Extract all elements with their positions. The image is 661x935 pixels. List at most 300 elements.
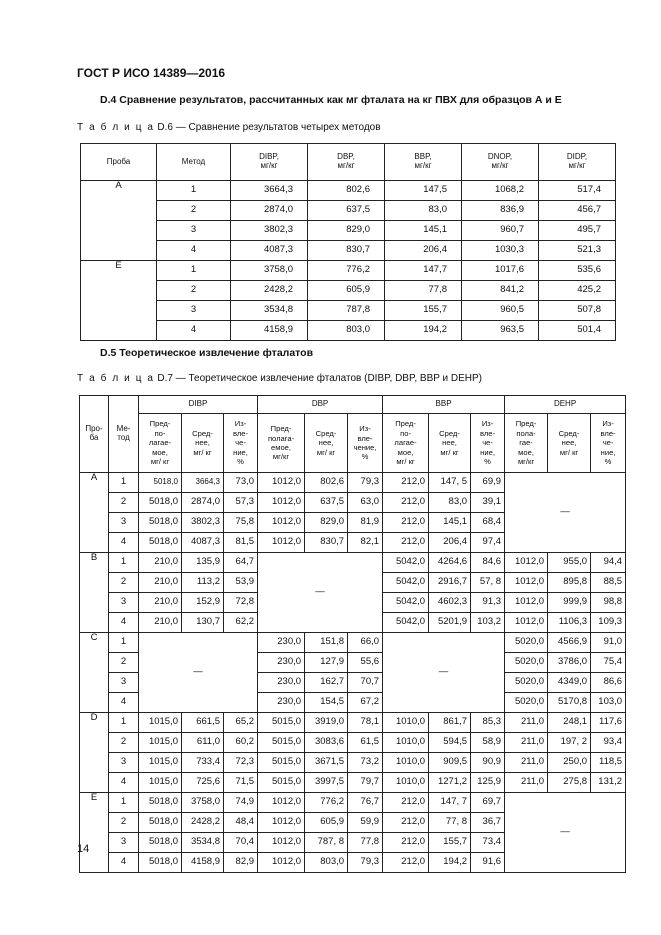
- table-row: [81, 201, 616, 221]
- table-d6-column-header: DBP, мг/кг: [308, 144, 385, 181]
- value-cell: 2874,0: [182, 493, 224, 513]
- table-row: [80, 753, 626, 773]
- value-cell: 1012,0: [258, 493, 305, 513]
- sample-column-header: Про- ба: [80, 396, 109, 473]
- sample-name-cell: В: [80, 553, 109, 633]
- value-cell: 1012,0: [258, 853, 305, 873]
- value-cell: 75,4: [591, 653, 626, 673]
- value-cell: 637,5: [305, 493, 348, 513]
- value-cell: 109,3: [591, 613, 626, 633]
- value-cell: 611,0: [182, 733, 224, 753]
- value-cell: 61,5: [348, 733, 383, 753]
- value-cell: 77, 8: [429, 813, 471, 833]
- value-cell: 250,0: [548, 753, 591, 773]
- page-number: 14: [77, 843, 90, 855]
- method-cell: 4: [157, 321, 231, 341]
- subcolumn-header: Пред- полага- емое, мг/кг: [258, 414, 305, 473]
- value-cell: 76,7: [348, 793, 383, 813]
- value-cell: 79,3: [348, 473, 383, 493]
- value-cell: 210,0: [139, 573, 182, 593]
- table-row: [81, 241, 616, 261]
- not-applicable-dash: —: [505, 793, 626, 873]
- value-cell: 3534,8: [231, 301, 308, 321]
- value-cell: 60,2: [224, 733, 258, 753]
- method-cell: 4: [109, 613, 139, 633]
- value-cell: 4158,9: [231, 321, 308, 341]
- table-row: [81, 261, 616, 281]
- value-cell: 127,9: [305, 653, 348, 673]
- value-cell: 803,0: [308, 321, 385, 341]
- method-cell: 1: [157, 181, 231, 201]
- value-cell: 206,4: [429, 533, 471, 553]
- value-cell: 97,4: [471, 533, 505, 553]
- value-cell: 152,9: [182, 593, 224, 613]
- table-d6-column-header: Метод: [157, 144, 231, 181]
- value-cell: 535,6: [539, 261, 616, 281]
- value-cell: 230,0: [258, 673, 305, 693]
- value-cell: 211,0: [505, 753, 548, 773]
- value-cell: 5018,0: [139, 813, 182, 833]
- value-cell: 145,1: [429, 513, 471, 533]
- method-cell: 3: [157, 301, 231, 321]
- value-cell: 776,2: [308, 261, 385, 281]
- value-cell: 125,9: [471, 773, 505, 793]
- value-cell: 39,1: [471, 493, 505, 513]
- value-cell: 5018,0: [139, 853, 182, 873]
- value-cell: 81,5: [224, 533, 258, 553]
- value-cell: 212,0: [383, 833, 429, 853]
- value-cell: 802,6: [305, 473, 348, 493]
- method-cell: 3: [109, 673, 139, 693]
- value-cell: 211,0: [505, 713, 548, 733]
- value-cell: 230,0: [258, 693, 305, 713]
- method-cell: 2: [109, 573, 139, 593]
- value-cell: 3664,3: [182, 473, 224, 493]
- value-cell: 65,2: [224, 713, 258, 733]
- value-cell: 212,0: [383, 473, 429, 493]
- value-cell: 197, 2: [548, 733, 591, 753]
- value-cell: 55,6: [348, 653, 383, 673]
- value-cell: 67,2: [348, 693, 383, 713]
- value-cell: 1012,0: [258, 533, 305, 553]
- table-d6-title: D.6 — Сравнение результатов четырех методов: [154, 122, 381, 133]
- value-cell: 147,7: [385, 261, 462, 281]
- value-cell: 2428,2: [182, 813, 224, 833]
- value-cell: 1012,0: [505, 593, 548, 613]
- subcolumn-header: Из- вле- че- ние, %: [591, 414, 626, 473]
- value-cell: 212,0: [383, 853, 429, 873]
- not-applicable-dash: —: [139, 633, 258, 713]
- value-cell: 5015,0: [258, 773, 305, 793]
- table-row: [80, 553, 626, 573]
- sample-name-cell: А: [81, 181, 157, 261]
- method-cell: 4: [157, 241, 231, 261]
- value-cell: 57, 8: [471, 573, 505, 593]
- value-cell: 3534,8: [182, 833, 224, 853]
- sample-name-cell: D: [80, 713, 109, 793]
- value-cell: 98,8: [591, 593, 626, 613]
- value-cell: 74,9: [224, 793, 258, 813]
- method-cell: 3: [109, 833, 139, 853]
- table-d6-column-header: Проба: [81, 144, 157, 181]
- value-cell: 3919,0: [305, 713, 348, 733]
- value-cell: 5020,0: [505, 653, 548, 673]
- value-cell: 83,0: [429, 493, 471, 513]
- method-column-header: Ме- тод: [109, 396, 139, 473]
- value-cell: 5018,0: [139, 793, 182, 813]
- method-cell: 2: [157, 281, 231, 301]
- phthalate-group-header: DBP: [258, 396, 383, 414]
- value-cell: 895,8: [548, 573, 591, 593]
- value-cell: 77,8: [348, 833, 383, 853]
- value-cell: 64,7: [224, 553, 258, 573]
- phthalate-group-header: BBP: [383, 396, 505, 414]
- table-row: [80, 713, 626, 733]
- value-cell: 960,5: [462, 301, 539, 321]
- method-cell: 4: [109, 853, 139, 873]
- subcolumn-header: Сред- нее, мг/ кг: [548, 414, 591, 473]
- value-cell: 82,1: [348, 533, 383, 553]
- value-cell: 212,0: [383, 533, 429, 553]
- value-cell: 495,7: [539, 221, 616, 241]
- value-cell: 1012,0: [505, 573, 548, 593]
- method-cell: 3: [109, 593, 139, 613]
- value-cell: 836,9: [462, 201, 539, 221]
- method-cell: 2: [109, 813, 139, 833]
- table-d6-caption: [77, 122, 381, 133]
- value-cell: 5020,0: [505, 633, 548, 653]
- value-cell: 1010,0: [383, 733, 429, 753]
- value-cell: 1012,0: [258, 473, 305, 493]
- value-cell: 212,0: [383, 813, 429, 833]
- value-cell: 94,4: [591, 553, 626, 573]
- section-d5-heading: D.5 Теоретическое извлечение фталатов: [100, 347, 314, 359]
- value-cell: 91,6: [471, 853, 505, 873]
- value-cell: 212,0: [383, 793, 429, 813]
- value-cell: 2428,2: [231, 281, 308, 301]
- value-cell: 841,2: [462, 281, 539, 301]
- sample-name-cell: С: [80, 633, 109, 713]
- value-cell: 70,4: [224, 833, 258, 853]
- value-cell: 725,6: [182, 773, 224, 793]
- table-d6-column-header: DIDP, мг/кг: [539, 144, 616, 181]
- value-cell: 661,5: [182, 713, 224, 733]
- subcolumn-header: Из- вле- че- ние, %: [471, 414, 505, 473]
- value-cell: 63,0: [348, 493, 383, 513]
- table-d6-column-header: DIBP, мг/кг: [231, 144, 308, 181]
- value-cell: 145,1: [385, 221, 462, 241]
- table-row: [81, 221, 616, 241]
- value-cell: 787,8: [308, 301, 385, 321]
- value-cell: 91,0: [591, 633, 626, 653]
- value-cell: 210,0: [139, 593, 182, 613]
- value-cell: 5018,0: [139, 533, 182, 553]
- value-cell: 1106,3: [548, 613, 591, 633]
- value-cell: 3997,5: [305, 773, 348, 793]
- table-d6-header-row: [81, 144, 616, 181]
- value-cell: 803,0: [305, 853, 348, 873]
- method-cell: 4: [109, 693, 139, 713]
- method-cell: 4: [109, 533, 139, 553]
- method-cell: 1: [109, 473, 139, 493]
- value-cell: 733,4: [182, 753, 224, 773]
- value-cell: 59,9: [348, 813, 383, 833]
- value-cell: 78,1: [348, 713, 383, 733]
- section-d4-heading: D.4 Сравнение результатов, рассчитанных как мг фталата на кг ПВХ для образцов А и Е: [100, 94, 562, 106]
- value-cell: 72,3: [224, 753, 258, 773]
- value-cell: 62,2: [224, 613, 258, 633]
- value-cell: 53,9: [224, 573, 258, 593]
- value-cell: 5042,0: [383, 553, 429, 573]
- phthalate-group-header: DIBP: [139, 396, 258, 414]
- value-cell: 57,3: [224, 493, 258, 513]
- method-cell: 1: [109, 793, 139, 813]
- value-cell: 93,4: [591, 733, 626, 753]
- value-cell: 1015,0: [139, 773, 182, 793]
- value-cell: 210,0: [139, 613, 182, 633]
- value-cell: 521,3: [539, 241, 616, 261]
- value-cell: 212,0: [383, 493, 429, 513]
- value-cell: 79,3: [348, 853, 383, 873]
- method-cell: 2: [109, 653, 139, 673]
- value-cell: 517,4: [539, 181, 616, 201]
- sample-name-cell: А: [80, 473, 109, 553]
- value-cell: 77,8: [385, 281, 462, 301]
- value-cell: 4087,3: [182, 533, 224, 553]
- value-cell: 113,2: [182, 573, 224, 593]
- value-cell: 68,4: [471, 513, 505, 533]
- value-cell: 1010,0: [383, 753, 429, 773]
- subcolumn-header: Из- вле- чение, %: [348, 414, 383, 473]
- subcolumn-header: Из- вле- че- ние, %: [224, 414, 258, 473]
- subcolumn-header: Пред- пола- гае- мое, мг/кг: [505, 414, 548, 473]
- value-cell: 829,0: [308, 221, 385, 241]
- value-cell: 130,7: [182, 613, 224, 633]
- method-cell: 4: [109, 773, 139, 793]
- value-cell: 69,7: [471, 793, 505, 813]
- value-cell: 637,5: [308, 201, 385, 221]
- value-cell: 2916,7: [429, 573, 471, 593]
- sample-name-cell: Е: [81, 261, 157, 341]
- value-cell: 70,7: [348, 673, 383, 693]
- value-cell: 103,2: [471, 613, 505, 633]
- value-cell: 248,1: [548, 713, 591, 733]
- value-cell: 1010,0: [383, 773, 429, 793]
- value-cell: 91,3: [471, 593, 505, 613]
- value-cell: 88,5: [591, 573, 626, 593]
- not-applicable-dash: —: [505, 473, 626, 553]
- value-cell: 36,7: [471, 813, 505, 833]
- value-cell: 230,0: [258, 653, 305, 673]
- value-cell: 131,2: [591, 773, 626, 793]
- value-cell: 3671,5: [305, 753, 348, 773]
- value-cell: 69,9: [471, 473, 505, 493]
- subcolumn-header: Сред- нее, мг/ кг: [182, 414, 224, 473]
- table-row: [80, 733, 626, 753]
- value-cell: 1015,0: [139, 753, 182, 773]
- value-cell: 4349,0: [548, 673, 591, 693]
- value-cell: 802,6: [308, 181, 385, 201]
- value-cell: 194,2: [429, 853, 471, 873]
- subcolumn-header: Сред- нее, мг/ кг: [429, 414, 471, 473]
- value-cell: 829,0: [305, 513, 348, 533]
- value-cell: 776,2: [305, 793, 348, 813]
- value-cell: 5170,8: [548, 693, 591, 713]
- value-cell: 955,0: [548, 553, 591, 573]
- value-cell: 507,8: [539, 301, 616, 321]
- value-cell: 5042,0: [383, 573, 429, 593]
- value-cell: 3802,3: [182, 513, 224, 533]
- value-cell: 73,2: [348, 753, 383, 773]
- value-cell: 1012,0: [505, 613, 548, 633]
- subcolumn-header: Пред- по- лагае- мое, мг/ кг: [139, 414, 182, 473]
- value-cell: 5018,0: [139, 833, 182, 853]
- value-cell: 5042,0: [383, 613, 429, 633]
- value-cell: 155,7: [429, 833, 471, 853]
- value-cell: 1068,2: [462, 181, 539, 201]
- value-cell: 5201,9: [429, 613, 471, 633]
- value-cell: 58,9: [471, 733, 505, 753]
- value-cell: 81,9: [348, 513, 383, 533]
- table-d6-column-header: BBP, мг/кг: [385, 144, 462, 181]
- value-cell: 1030,3: [462, 241, 539, 261]
- table-d6: [80, 143, 616, 341]
- method-cell: 2: [157, 201, 231, 221]
- value-cell: 4566,9: [548, 633, 591, 653]
- value-cell: 787, 8: [305, 833, 348, 853]
- table-d7-group-header-row: [80, 396, 626, 414]
- value-cell: 135,9: [182, 553, 224, 573]
- value-cell: 147, 7: [429, 793, 471, 813]
- value-cell: 147, 5: [429, 473, 471, 493]
- value-cell: 230,0: [258, 633, 305, 653]
- value-cell: 3802,3: [231, 221, 308, 241]
- table-row: [81, 301, 616, 321]
- value-cell: 83,0: [385, 201, 462, 221]
- table-d6-column-header: DNOP, мг/кг: [462, 144, 539, 181]
- table-row: [81, 181, 616, 201]
- value-cell: 4087,3: [231, 241, 308, 261]
- table-row: [80, 473, 626, 493]
- value-cell: 103,0: [591, 693, 626, 713]
- value-cell: 425,2: [539, 281, 616, 301]
- value-cell: 4158,9: [182, 853, 224, 873]
- value-cell: 3758,0: [182, 793, 224, 813]
- value-cell: 456,7: [539, 201, 616, 221]
- value-cell: 5042,0: [383, 593, 429, 613]
- value-cell: 5018,0: [139, 493, 182, 513]
- value-cell: 155,7: [385, 301, 462, 321]
- value-cell: 861,7: [429, 713, 471, 733]
- value-cell: 82,9: [224, 853, 258, 873]
- value-cell: 2874,0: [231, 201, 308, 221]
- value-cell: 5018,0: [139, 513, 182, 533]
- value-cell: 1017,6: [462, 261, 539, 281]
- value-cell: 1012,0: [258, 513, 305, 533]
- method-cell: 1: [109, 553, 139, 573]
- method-cell: 3: [109, 753, 139, 773]
- method-cell: 3: [109, 513, 139, 533]
- value-cell: 162,7: [305, 673, 348, 693]
- value-cell: 147,5: [385, 181, 462, 201]
- value-cell: 1010,0: [383, 713, 429, 733]
- value-cell: 79,7: [348, 773, 383, 793]
- value-cell: 1012,0: [258, 793, 305, 813]
- value-cell: 90,9: [471, 753, 505, 773]
- value-cell: 275,8: [548, 773, 591, 793]
- table-d7-subheader-row: [80, 414, 626, 473]
- value-cell: 154,5: [305, 693, 348, 713]
- value-cell: 999,9: [548, 593, 591, 613]
- not-applicable-dash: —: [383, 633, 505, 713]
- value-cell: 117,6: [591, 713, 626, 733]
- value-cell: 1015,0: [139, 733, 182, 753]
- value-cell: 1271,2: [429, 773, 471, 793]
- table-row: [81, 321, 616, 341]
- value-cell: 4264,6: [429, 553, 471, 573]
- value-cell: 3758,0: [231, 261, 308, 281]
- value-cell: 1012,0: [258, 833, 305, 853]
- phthalate-group-header: DEHP: [505, 396, 626, 414]
- value-cell: 71,5: [224, 773, 258, 793]
- value-cell: 210,0: [139, 553, 182, 573]
- value-cell: 211,0: [505, 733, 548, 753]
- value-cell: 84,6: [471, 553, 505, 573]
- value-cell: 206,4: [385, 241, 462, 261]
- table-row: [80, 633, 626, 653]
- value-cell: 66,0: [348, 633, 383, 653]
- value-cell: 960,7: [462, 221, 539, 241]
- value-cell: 73,4: [471, 833, 505, 853]
- value-cell: 72,8: [224, 593, 258, 613]
- value-cell: 5015,0: [258, 733, 305, 753]
- method-cell: 2: [109, 733, 139, 753]
- table-row: [81, 281, 616, 301]
- value-cell: 3786,0: [548, 653, 591, 673]
- table-d7-title: D.7 — Теоретическое извлечение фталатов (DIBP, DBP, BBP и DEHP): [154, 373, 482, 384]
- value-cell: 605,9: [305, 813, 348, 833]
- method-cell: 1: [109, 713, 139, 733]
- value-cell: 594,5: [429, 733, 471, 753]
- value-cell: 1012,0: [258, 813, 305, 833]
- value-cell: 86,6: [591, 673, 626, 693]
- subcolumn-header: Сред- нее, мг/ кг: [305, 414, 348, 473]
- value-cell: 605,9: [308, 281, 385, 301]
- table-d6-label: Т а б л и ц а: [77, 122, 155, 133]
- method-cell: 1: [157, 261, 231, 281]
- table-row: [80, 773, 626, 793]
- table-d7-label: Т а б л и ц а: [77, 373, 155, 384]
- value-cell: 501,4: [539, 321, 616, 341]
- method-cell: 3: [157, 221, 231, 241]
- not-applicable-dash: —: [258, 553, 383, 633]
- subcolumn-header: Пред- по- лагае- мое, мг/ кг: [383, 414, 429, 473]
- value-cell: 5020,0: [505, 673, 548, 693]
- value-cell: 48,4: [224, 813, 258, 833]
- method-cell: 1: [109, 633, 139, 653]
- value-cell: 151,8: [305, 633, 348, 653]
- table-d7-caption: [77, 373, 482, 384]
- table-d7: [79, 395, 626, 873]
- value-cell: 5015,0: [258, 753, 305, 773]
- value-cell: 5020,0: [505, 693, 548, 713]
- table-row: [80, 793, 626, 813]
- standard-designation: ГОСТ Р ИСО 14389—2016: [77, 66, 226, 80]
- value-cell: 85,3: [471, 713, 505, 733]
- value-cell: 75,8: [224, 513, 258, 533]
- value-cell: 194,2: [385, 321, 462, 341]
- value-cell: 3664,3: [231, 181, 308, 201]
